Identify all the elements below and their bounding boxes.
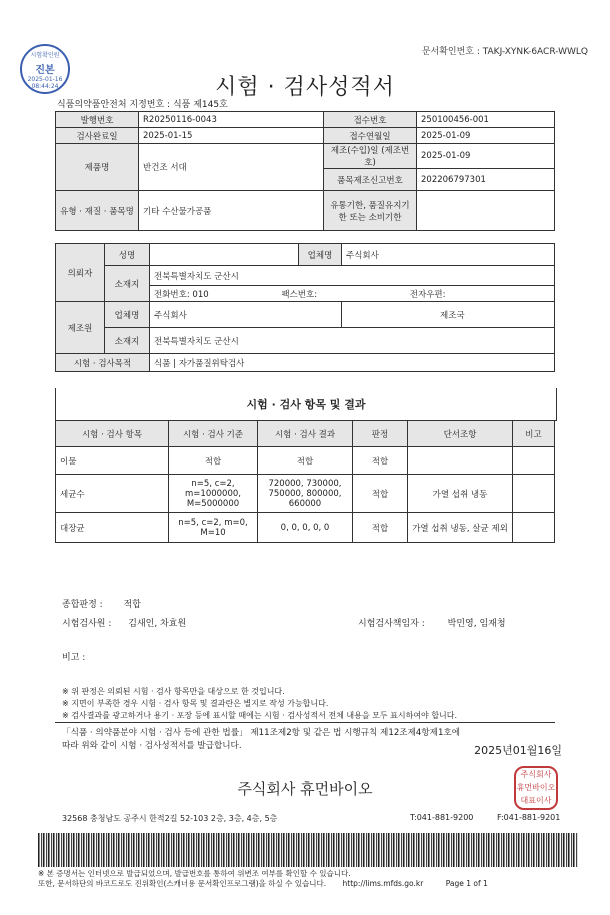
manager-line — [358, 616, 506, 629]
tester-value: 김새인, 차효원 — [128, 619, 187, 629]
info-table — [55, 111, 555, 231]
tester-line — [62, 616, 186, 629]
maker-address: 전북특별자치도 군산시 — [150, 328, 555, 354]
cell: 세균수 — [56, 475, 169, 513]
issue-date: 2025년01월16일 — [474, 744, 562, 757]
page-number: Page 1 of 1 — [445, 879, 488, 888]
receipt-date: 2025-01-09 — [417, 128, 555, 144]
client-name — [150, 244, 299, 266]
org-fax: F:041-881-9201 — [497, 813, 561, 822]
client-fax: 팩스번호: — [281, 289, 318, 300]
tester-label: 시험검사원 : — [62, 619, 112, 629]
law-statement — [62, 727, 460, 753]
col-item: 시험 · 검사 항목 — [56, 421, 169, 447]
document-number: 문서확인번호 : TAKJ-XYNK-6ACR-WWLQ — [421, 47, 588, 57]
purpose-label: 시험 · 검사목적 — [56, 354, 150, 372]
cell: 이물 — [56, 447, 169, 475]
expiry-label: 유통기한, 품질유지기한 또는 소비기한 — [324, 191, 417, 231]
footer-notes — [38, 869, 488, 889]
note-item: ※ 검사결과를 광고하거나 용기 · 포장 등에 표시할 때에는 시험 · 검사성적서 전체 내용을 모두 표시하여야 합니다. — [62, 711, 458, 720]
judgement-value: 적합 — [123, 600, 141, 610]
party-table — [55, 243, 555, 372]
issue-no-label: 발행번호 — [56, 112, 139, 128]
col-judgement: 판정 — [353, 421, 408, 447]
institution-line: 식품의약품안전처 지정번호 : 식품 제145호 — [57, 100, 228, 110]
cell: 가열 섭취 냉동, 살균 제외 — [408, 513, 513, 543]
col-proviso: 단서조항 — [408, 421, 513, 447]
company-seal: 주식회사 휴먼바이오 대표이사 — [514, 766, 558, 810]
footer-line-2-text: 또한, 문서하단의 바코드로도 진위확인(스캐너용 문서확인프로그램)을 하실 수 있습니다. — [38, 879, 327, 888]
cell: 적합 — [258, 447, 353, 475]
receipt-no-label: 접수번호 — [324, 112, 417, 128]
cell: n=5, c=2, m=0, M=10 — [169, 513, 258, 543]
cell: 가열 섭취 냉동 — [408, 475, 513, 513]
product-name: 반건조 서대 — [139, 144, 324, 191]
judgement-label: 종합판정 : — [62, 600, 103, 610]
complete-date: 2025-01-15 — [139, 128, 324, 144]
law-text-1: 「식품 · 의약품분야 시험 · 검사 등에 관한 법률」 제11조제2항 및 같은 법 시행규칙 제12조제4항제1호에 — [62, 728, 461, 738]
client-email: 전자우편: — [409, 289, 446, 300]
cell: 적합 — [353, 513, 408, 543]
cell: 720000, 730000, 750000, 800000, 660000 — [258, 475, 353, 513]
page-title: 시험 · 검사성적서 — [215, 75, 395, 100]
client-company: 주식회사 — [342, 244, 555, 266]
results-section-title: 시험 · 검사 항목 및 결과 — [55, 388, 557, 421]
table-row — [56, 447, 555, 475]
client-company-label: 업체명 — [299, 244, 342, 266]
client-phone: 전화번호: 010 — [154, 289, 209, 300]
cell — [513, 447, 555, 475]
col-result: 시험 · 검사 결과 — [258, 421, 353, 447]
client-contact — [150, 286, 555, 302]
type-value: 기타 수산물가공품 — [139, 191, 324, 231]
maker-country-cell — [342, 302, 555, 328]
cell: n=5, c=2, m=1000000, M=5000000 — [169, 475, 258, 513]
client-address: 전북특별자치도 군산시 — [150, 266, 555, 286]
receipt-date-label: 접수연월일 — [324, 128, 417, 144]
org-tel: T:041-881-9200 — [410, 813, 474, 822]
client-addr-label: 소재지 — [105, 266, 150, 302]
purpose-value: 식품 | 자가품질위탁검사 — [150, 354, 555, 372]
notes — [62, 686, 457, 722]
cell: 적합 — [169, 447, 258, 475]
expiry-value — [417, 191, 555, 231]
law-text-2: 따라 위와 같이 시험 · 검사성적서를 발급합니다. — [62, 741, 242, 751]
cell: 적합 — [353, 447, 408, 475]
cell: 0, 0, 0, 0, 0 — [258, 513, 353, 543]
footer-url[interactable]: http://lims.mfds.go.kr — [342, 879, 424, 888]
report-no: 202206797301 — [417, 169, 555, 191]
complete-label: 검사완료일 — [56, 128, 139, 144]
type-label: 유형 · 재질 · 품목명 — [56, 191, 139, 231]
client-name-label: 성명 — [105, 244, 150, 266]
mfg-date-label: 제조(수입)일 (제조번호) — [324, 144, 417, 169]
cell: 적합 — [353, 475, 408, 513]
cell — [408, 447, 513, 475]
divider — [55, 722, 555, 723]
stamp-date: 2025-01-16 — [27, 76, 63, 83]
maker-label: 제조원 — [56, 302, 105, 354]
maker-country-label: 제조국 — [440, 310, 465, 321]
note-item: ※ 위 판정은 의뢰된 시험 · 검사 항목만을 대상으로 한 것입니다. — [62, 687, 285, 696]
org-address: 32568 충청남도 공주시 한적2길 52-103 2층, 3층, 4층, 5층 — [62, 814, 278, 823]
maker-company-label: 업체명 — [105, 302, 150, 328]
organization-name: 주식회사 휴먼바이오 — [237, 780, 373, 798]
maker-company: 주식회사 — [150, 302, 342, 328]
client-label: 의뢰자 — [56, 244, 105, 302]
col-remark: 비고 — [513, 421, 555, 447]
stamp-top: 시험확인원 — [30, 52, 60, 59]
issue-no: R20250116-0043 — [139, 112, 324, 128]
cell: 대장균 — [56, 513, 169, 543]
note-item: ※ 지면이 부족한 경우 시험 · 검사 항목 및 결과란은 별지로 작성 가능합니다. — [62, 699, 329, 708]
maker-addr-label: 소재지 — [105, 328, 150, 354]
cell — [513, 475, 555, 513]
col-standard: 시험 · 검사 기준 — [169, 421, 258, 447]
report-no-label: 품목제조신고번호 — [324, 169, 417, 191]
table-row — [56, 475, 555, 513]
manager-value: 박민영, 임재청 — [447, 619, 506, 629]
stamp-time: 08:44:24 — [31, 83, 59, 90]
product-label: 제품명 — [56, 144, 139, 191]
document-barcode — [38, 833, 578, 867]
results-header-row — [56, 421, 555, 447]
results-table — [55, 420, 555, 543]
table-row — [56, 513, 555, 543]
cell — [513, 513, 555, 543]
receipt-no: 250100456-001 — [417, 112, 555, 128]
mfg-date: 2025-01-09 — [417, 144, 555, 169]
judgement-line — [62, 597, 141, 610]
stamp-text: 진본 — [35, 65, 55, 76]
footer-line-2 — [38, 879, 488, 889]
footer-line-1: ※ 본 증명서는 인터넷으로 발급되었으며, 발급번호를 통하여 위변조 여부를 확인할 수 있습니다. — [38, 869, 351, 878]
manager-label: 시험검사책임자 : — [358, 619, 425, 629]
note-label: 비고 : — [62, 653, 86, 663]
